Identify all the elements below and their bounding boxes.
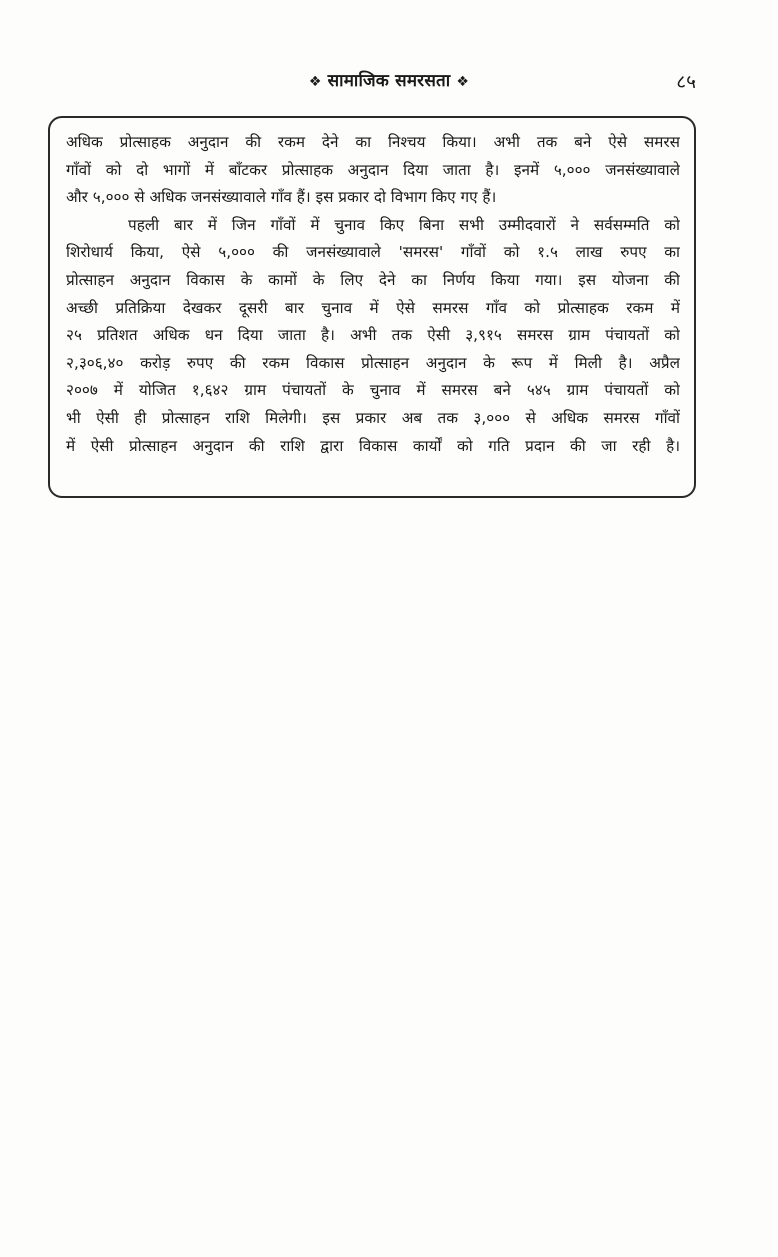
text-line: शिरोधार्य किया, ऐसे ५,००० की जनसंख्यावाले 'समरस' गाँवों को १.५ लाख रुपए का xyxy=(66,243,680,262)
page-header-title xyxy=(0,68,778,91)
text-line: अधिक प्रोत्साहक अनुदान की रकम देने का निश्चय किया। अभी तक बने ऐसे समरस xyxy=(66,133,680,151)
text-line: २५ प्रतिशत अधिक धन दिया जाता है। अभी तक ऐसी ३,९१५ समरस ग्राम पंचायतों को xyxy=(66,326,680,345)
chapter-title: सामाजिक समरसता xyxy=(327,71,451,91)
running-head xyxy=(0,68,778,94)
bordered-text-box xyxy=(48,116,696,498)
text-line: २,३०६,४० करोड़ रुपए की रकम विकास प्रोत्साहन अनुदान के रूप में मिली है। अप्रैल xyxy=(66,353,680,372)
text-line: और ५,००० से अधिक जनसंख्यावाले गाँव हैं। इस प्रकार दो विभाग किए गए हैं। xyxy=(66,188,497,207)
text-line-paragraph-start: पहली बार में जिन गाँवों में चुनाव किए बिना सभी उम्मीदवारों ने सर्वसम्मति को xyxy=(128,215,680,234)
text-line: २००७ में योजित १,६४२ ग्राम पंचायतों के चुनाव में समरस बने ५४५ ग्राम पंचायतों को xyxy=(66,381,680,400)
text-line: प्रोत्साहन अनुदान विकास के कामों के लिए देने का निर्णय किया गया। इस योजना की xyxy=(66,270,680,289)
ornament-right-icon: ❖ xyxy=(456,74,470,90)
text-line: अच्छी प्रतिक्रिया देखकर दूसरी बार चुनाव में ऐसे समरस गाँव को प्रोत्साहक रकम में xyxy=(66,298,680,317)
text-line: गाँवों को दो भागों में बाँटकर प्रोत्साहक अनुदान दिया जाता है। इनमें ५,००० जनसंख्यावाले xyxy=(66,160,680,179)
page-number: ८५ xyxy=(676,71,696,93)
text-line: भी ऐसी ही प्रोत्साहन राशि मिलेगी। इस प्रकार अब तक ३,००० से अधिक समरस गाँवों xyxy=(66,408,680,427)
text-line: में ऐसी प्रोत्साहन अनुदान की राशि द्वारा विकास कार्यों को गति प्रदान की जा रही है। xyxy=(66,436,680,455)
ornament-left-icon: ❖ xyxy=(308,74,322,90)
